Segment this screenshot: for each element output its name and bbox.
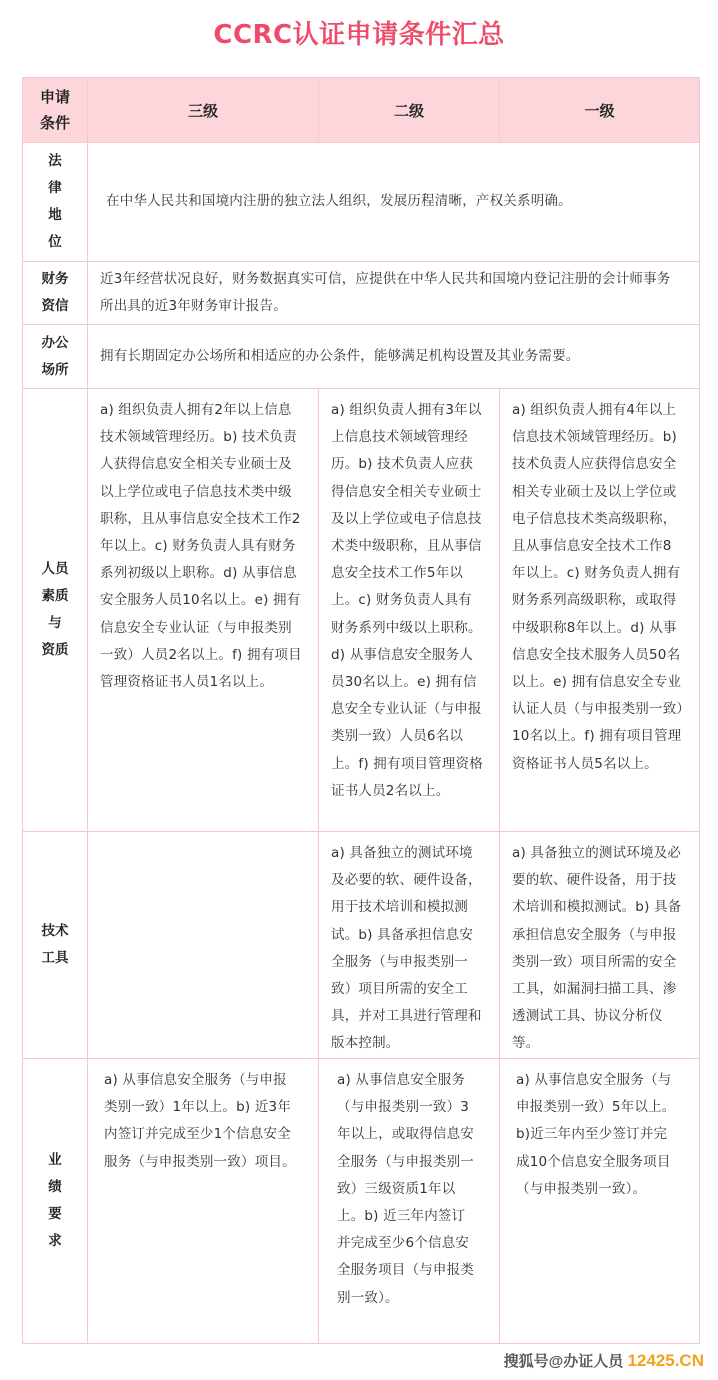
table-row-office [23,325,700,389]
office-text: 拥有长期固定办公场所和相适应的办公条件，能够满足机构设置及其业务需要。 [88,325,700,389]
row-label-personnel: 人员 素质 与 资质 [23,389,88,832]
table-row-personnel [23,389,700,832]
header-level-1: 一级 [500,78,700,143]
finance-text: 近3年经营状况良好，财务数据真实可信，应提供在中华人民共和国境内登记注册的会计师事务所出具的近3年财务审计报告。 [88,262,700,325]
personnel-level-2: a) 组织负责人拥有3年以上信息技术领域管理经历。b) 技术负责人应获得信息安全相关专业硕士及以上学位或电子信息技术类中级职称，且从事信息安全技术工作5年以上。c) 财务负责人具有财务系列中级以上职称。d) 从事信息安全服务人员30名以上。e) 拥有信息安全专业认证（与申报类别一致）人员6名以上。f) 拥有项目管理资格证书人员2名以上。 [319,389,500,832]
header-label-cell [23,78,88,143]
table-row-legal [23,143,700,262]
row-label-tools: 技术 工具 [23,832,88,1059]
personnel-level-3: a) 组织负责人拥有2年以上信息技术领域管理经历。b) 技术负责人获得信息安全相关专业硕士及以上学位或电子信息技术类中级职称，且从事信息安全技术工作2年以上。c) 财务负责人具有财务系列初级以上职称。d) 从事信息安全服务人员10名以上。e) 拥有信息安全专业认证（与申报类别一致）人员2名以上。f) 拥有项目管理资格证书人员1名以上。 [88,389,319,832]
performance-level-2: a) 从事信息安全服务（与申报类别一致）3年以上，或取得信息安全服务（与申报类别一致）三级资质1年以上。b) 近三年内签订并完成至少6个信息安全服务项目（与申报类别一致）。 [319,1059,500,1344]
row-label-performance: 业 绩 要 求 [23,1059,88,1344]
table-row-finance [23,262,700,325]
page-title: CCRC认证申请条件汇总 [213,20,505,50]
table-row-performance [23,1059,700,1344]
tools-level-1: a) 具备独立的测试环境及必要的软、硬件设备，用于技术培训和模拟测试。b) 具备承担信息安全服务（与申报类别一致）项目所需的安全工具，如漏洞扫描工具、渗透测试工具、协议分析仪等。 [500,832,700,1059]
tools-level-2: a) 具备独立的测试环境及必要的软、硬件设备，用于技术培训和模拟测试。b) 具备承担信息安全服务（与申报类别一致）项目所需的安全工具，并对工具进行管理和版本控制。 [319,832,500,1059]
row-label-office: 办公 场所 [23,325,88,389]
watermark [504,1350,704,1371]
table-header-row [23,78,700,143]
header-label-line: 申请 [39,88,70,106]
header-label-line: 条件 [39,114,70,132]
header-level-3: 三级 [88,78,319,143]
watermark-domain: 12425.CN [627,1351,704,1370]
row-label-legal: 法 律 地 位 [23,143,88,262]
header-level-2: 二级 [319,78,500,143]
table-row-tools [23,832,700,1059]
performance-level-1: a) 从事信息安全服务（与申报类别一致）5年以上。b)近三年内至少签订并完成10个信息安全服务项目（与申报类别一致）。 [500,1059,700,1344]
legal-text: 在中华人民共和国境内注册的独立法人组织，发展历程清晰，产权关系明确。 [88,143,700,262]
row-label-finance: 财务 资信 [23,262,88,325]
tools-level-3 [88,832,319,1059]
performance-level-3: a) 从事信息安全服务（与申报类别一致）1年以上。b) 近3年内签订并完成至少1个信息安全服务（与申报类别一致）项目。 [88,1059,319,1344]
requirements-table [22,77,700,1344]
watermark-text: 搜狐号@办证人员 [503,1353,624,1370]
personnel-level-1: a) 组织负责人拥有4年以上信息技术领域管理经历。b) 技术负责人应获得信息安全相关专业硕士及以上学位或电子信息技术类高级职称，且从事信息安全技术工作8年以上。c) 财务负责人拥有财务系列高级职称，或取得中级职称8年以上。d) 从事信息安全技术服务人员50名以上。e) 拥有信息安全专业认证人员（与申报类别一致）10名以上。f) 拥有项目管理资格证书人员5名以上。 [500,389,700,832]
